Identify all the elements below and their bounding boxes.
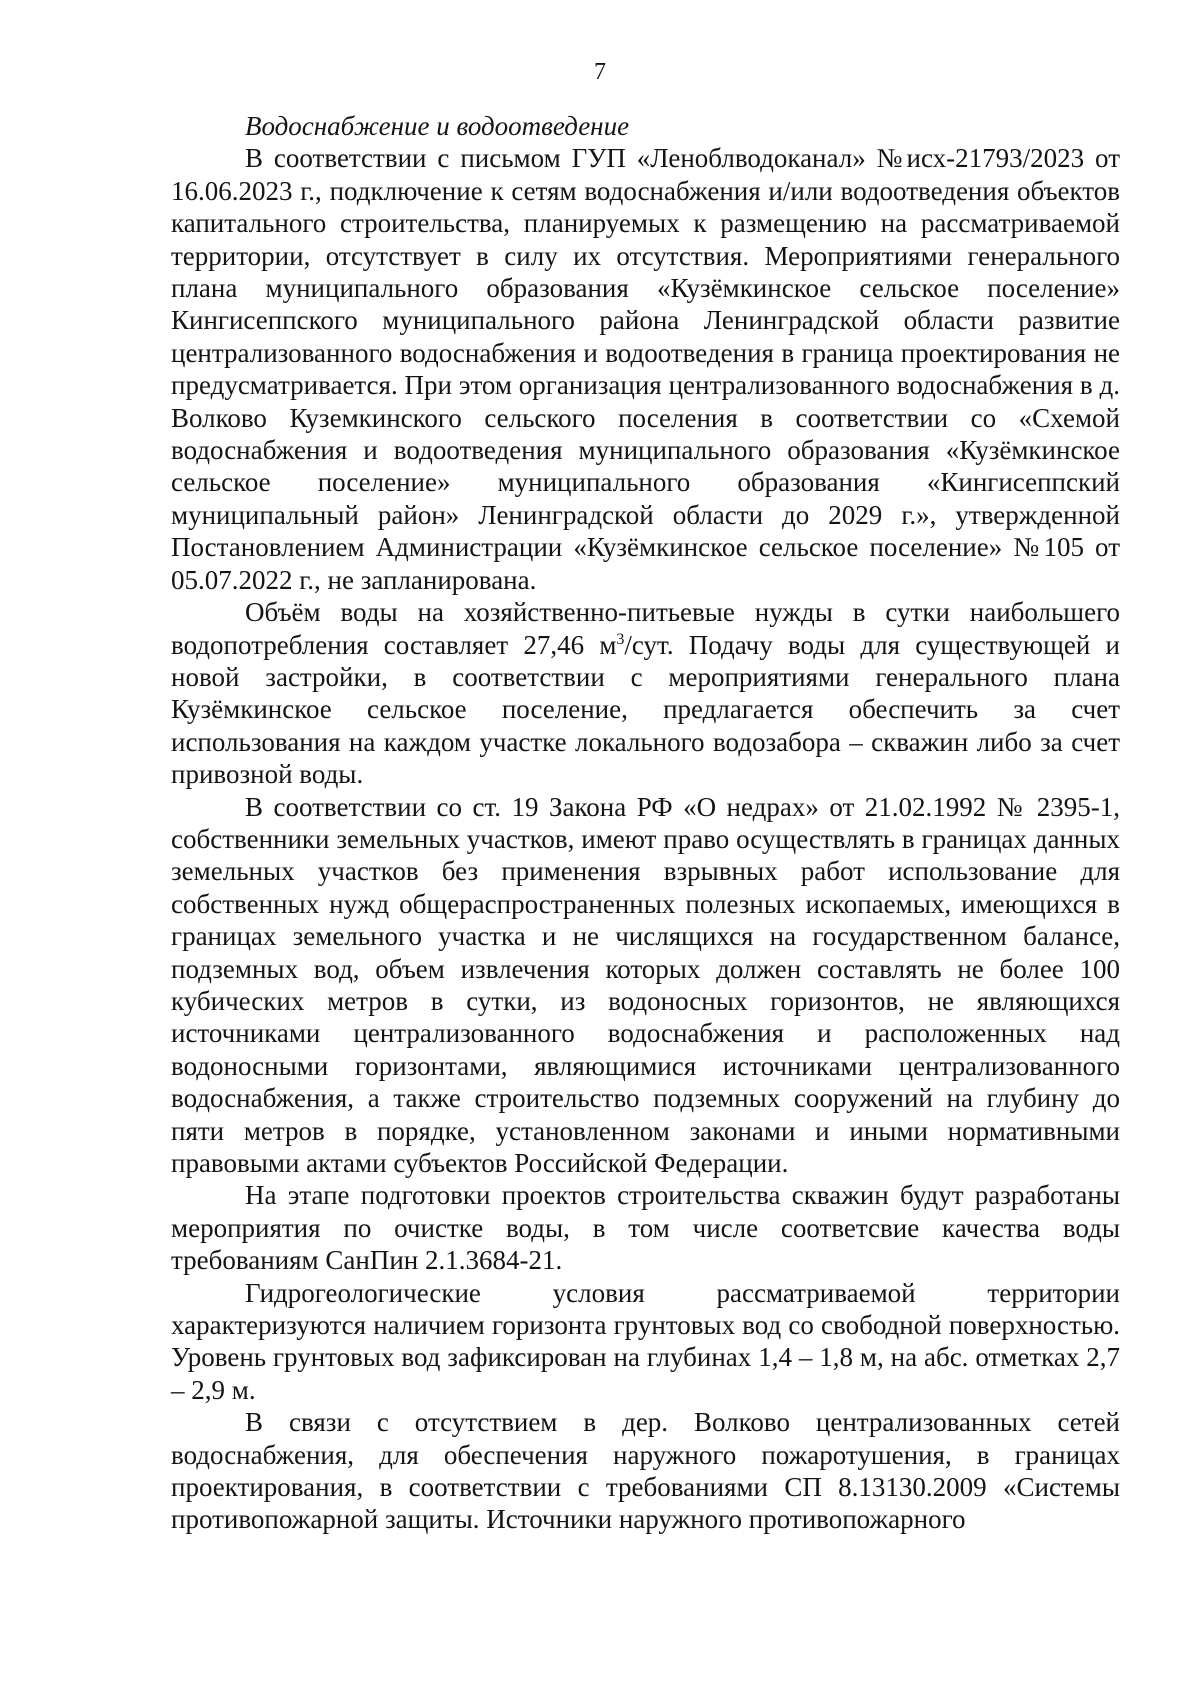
paragraph-water-volume bbox=[171, 596, 1120, 790]
water-supply-text: /сут. Подачу воды для существующей и новой застройки, в соответствии с мероприятиями генерального плана Кузёмкинское сельское поселение, предлагается обеспечить за счет использования на каждом участке локального водозабора – скважин либо за счет привозной воды. bbox=[171, 629, 1120, 790]
paragraph-connection: В соответствии с письмом ГУП «Леноблводоканал» №исх-21793/2023 от 16.06.2023 г., подключение к сетям водоснабжения и/или водоотведения объектов капитального строительства, планируемых к размещению на рассматриваемой территории, отсутствует в силу их отсутствия. Мероприятиями генерального плана муниципального образования «Кузёмкинское сельское поселение» Кингисеппского муниципального района Ленинградской области развитие централизованного водоснабжения и водоотведения в граница проектирования не предусматривается. При этом организация централизованного водоснабжения в д. Волково Куземкинского сельского поселения в соответствии со «Схемой водоснабжения и водоотведения муниципального образования «Кузёмкинское сельское поселение» муниципального образования «Кингисеппский муниципальный район» Ленинградской области до 2029 г.», утвержденной Постановлением Администрации «Кузёмкинское сельское поселение» №105 от 05.07.2022 г., не запланирована. bbox=[171, 143, 1120, 595]
paragraph-hydrogeology: Гидрогеологические условия рассматриваемой территории характеризуются наличием горизонта грунтовых вод со свободной поверхностью. Уровень грунтовых вод зафиксирован на глубинах 1,4 – 1,8 м, на абс. отметках 2,7 – 2,9 м. bbox=[171, 1277, 1120, 1405]
paragraph-fire-fighting: В связи с отсутствием в дер. Волково централизованных сетей водоснабжения, для обеспечения наружного пожаротушения, в границах проектирования, в соответствии с требованиями СП 8.13130.2009 «Системы противопожарной защиты. Источники наружного противопожарного bbox=[171, 1407, 1120, 1535]
unit-exponent: 3 bbox=[616, 630, 625, 648]
paragraph-subsoil-law: В соответствии со ст. 19 Закона РФ «О недрах» от 21.02.1992 № 2395-1, собственники земельных участков, имеют право осуществлять в границах данных земельных участков без применения взрывных работ использование для собственных нужд общераспространенных полезных ископаемых, имеющихся в границах земельного участка и не числящихся на государственном балансе, подземных вод, объем извлечения которых должен составлять не более 100 кубических метров в сутки, из водоносных горизонтов, не являющихся источниками централизованного водоснабжения и расположенных над водоносными горизонтами, являющимися источниками централизованного водоснабжения, а также строительство подземных сооружений на глубину до пяти метров в порядке, установленном законами и иными нормативными правовыми актами субъектов Российской Федерации. bbox=[171, 791, 1120, 1178]
paragraph-water-treatment: На этапе подготовки проектов строительства скважин будут разработаны мероприятия по очистке воды, в том числе соответсвие качества воды требованиям СанПин 2.1.3684-21. bbox=[171, 1180, 1120, 1276]
water-volume-text: Объём воды на хозяйственно-питьевые нужды в сутки наибольшего водопотребления составляет 27,46 м bbox=[171, 597, 1120, 660]
page-number: 7 bbox=[594, 59, 606, 85]
section-heading: Водоснабжение и водоотведение bbox=[245, 111, 630, 141]
page-body bbox=[171, 110, 1120, 1536]
